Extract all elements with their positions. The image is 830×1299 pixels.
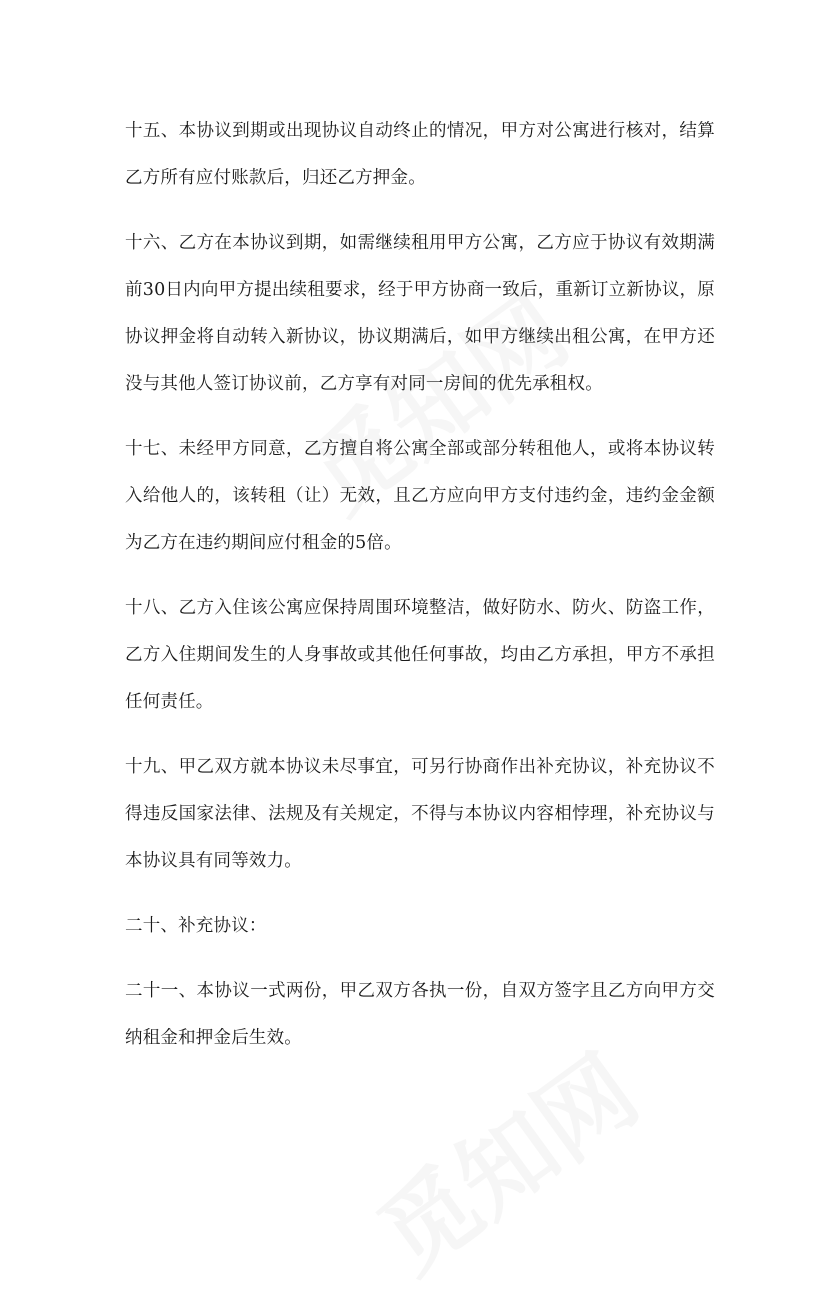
clause-19: 十九、甲乙双方就本协议未尽事宜，可另行协商作出补充协议，补充协议不得违反国家法律、法规及有关规定，不得与本协议内容相悖理，补充协议与本协议具有同等效力。 — [125, 757, 715, 871]
document-body — [125, 108, 715, 1080]
clause-21: 二十一、本协议一式两份，甲乙双方各执一份，自双方签字且乙方向甲方交纳租金和押金后生效。 — [125, 981, 715, 1048]
clause-16: 十六、乙方在本协议到期，如需继续租用甲方公寓，乙方应于协议有效期满前30日内向甲方提出续租要求，经于甲方协商一致后，重新订立新协议，原协议押金将自动转入新协议，协议期满后，如甲方继续出租公寓，在甲方还没与其他人签订协议前，乙方享有对同一房间的优先承租权。 — [125, 233, 715, 394]
clause-15: 十五、本协议到期或出现协议自动终止的情况，甲方对公寓进行核对，结算乙方所有应付账款后，归还乙方押金。 — [125, 121, 715, 188]
clause-20: 二十、补充协议： — [125, 916, 267, 936]
clause-17: 十七、未经甲方同意，乙方擅自将公寓全部或部分转租他人，或将本协议转入给他人的，该转租（让）无效，且乙方应向甲方支付违约金，违约金金额为乙方在违约期间应付租金的5倍。 — [125, 439, 715, 553]
clause-18: 十八、乙方入住该公寓应保持周围环境整洁，做好防水、防火、防盗工作，乙方入住期间发生的人身事故或其他任何事故，均由乙方承担，甲方不承担任何责任。 — [125, 598, 715, 712]
